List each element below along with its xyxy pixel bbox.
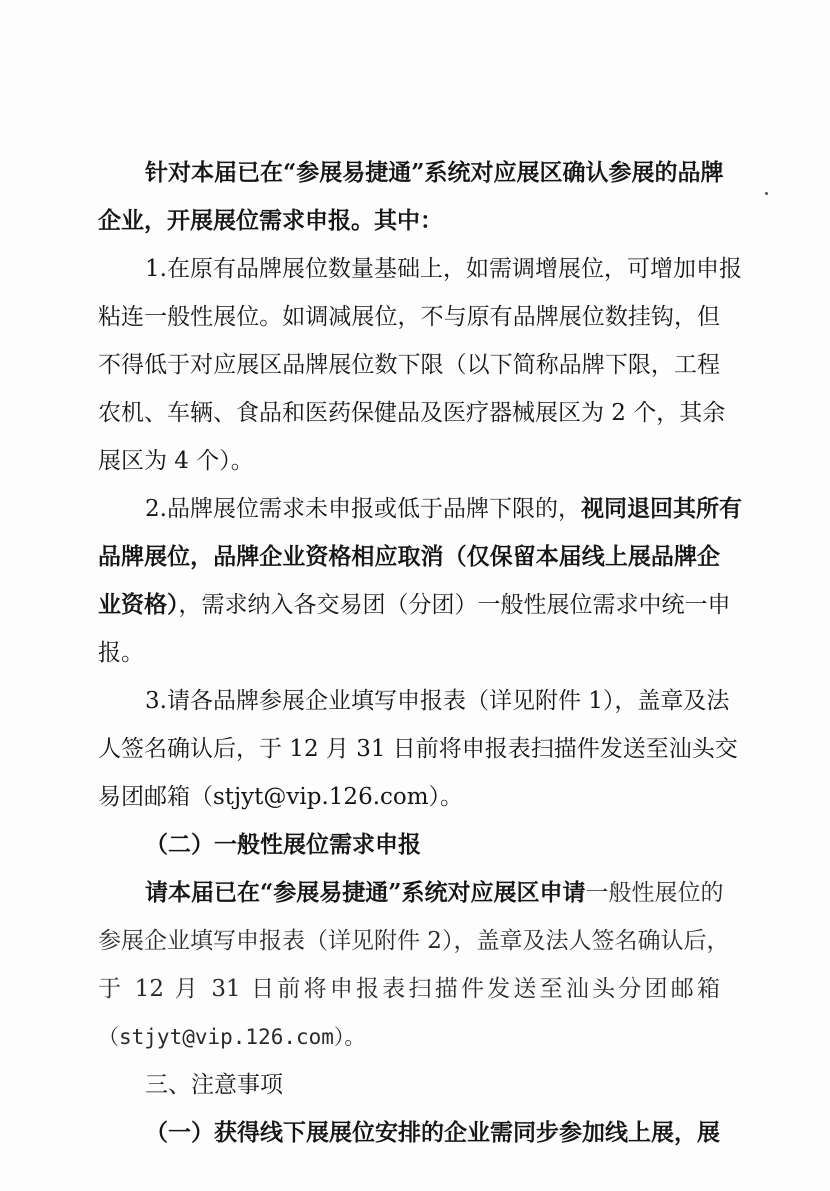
item2-line-1-normal: 2.品牌展位需求未申报或低于品牌下限的，: [145, 496, 581, 522]
item2-line-1: [145, 493, 742, 525]
item3-line-3: 易团邮箱（stjyt@vip.126.com）。: [98, 784, 464, 810]
item1-line-5: 展区为 4 个）。: [98, 448, 254, 474]
section3-sub1: （一）获得线下展展位安排的企业需同步参加线上展，展: [145, 1119, 720, 1146]
item1-line-2: 粘连一般性展位。如调减展位，不与原有品牌展位数挂钩，但: [98, 304, 720, 330]
item2-line-3-bold: 业资格）: [98, 591, 179, 618]
intro-line-2: 企业，开展展位需求申报。其中：: [98, 207, 443, 234]
item2-line-4: 报。: [98, 640, 144, 666]
item1-line-3: 不得低于对应展区品牌展位数下限（以下简称品牌下限，工程: [98, 352, 720, 378]
section2-line-4: （stjyt@vip.126.com）。: [98, 1025, 366, 1049]
item2-line-1-bold: 视同退回其所有: [580, 495, 742, 522]
section2-line-3: 于 12 月 31 日前将申报表扫描件发送至汕头分团邮箱: [98, 976, 720, 1002]
section2-heading: （二）一般性展位需求申报: [145, 831, 421, 858]
section2-line-2: 参展企业填写申报表（详见附件 2），盖章及法人签名确认后，: [98, 928, 730, 954]
section2-line-1-normal: 一般性展位的: [585, 880, 724, 906]
section2-line-1: [145, 877, 724, 909]
section3-heading: 三、注意事项: [145, 1072, 283, 1098]
item2-line-2: 品牌展位，品牌企业资格相应取消（仅保留本届线上展品牌企: [98, 543, 720, 570]
item1-line-4: 农机、车辆、食品和医药保健品及医疗器械展区为 2 个，其余: [98, 400, 726, 426]
item2-line-3-normal: ，需求纳入各交易团（分团）一般性展位需求中统一申: [178, 592, 731, 618]
item2-line-3: [98, 589, 731, 621]
scan-speck: [765, 192, 768, 195]
intro-line-1: 针对本届已在“参展易捷通”系统对应展区确认参展的品牌: [145, 159, 724, 186]
item1-line-1: 1.在原有品牌展位数量基础上，如需调增展位，可增加申报: [145, 256, 742, 282]
item3-line-2: 人签名确认后，于 12 月 31 日前将申报表扫描件发送至汕头交: [98, 736, 738, 762]
section2-line-1-bold: 请本届已在“参展易捷通”系统对应展区申请: [145, 879, 586, 906]
item3-line-1: 3.请各品牌参展企业填写申报表（详见附件 1），盖章及法: [145, 688, 730, 714]
